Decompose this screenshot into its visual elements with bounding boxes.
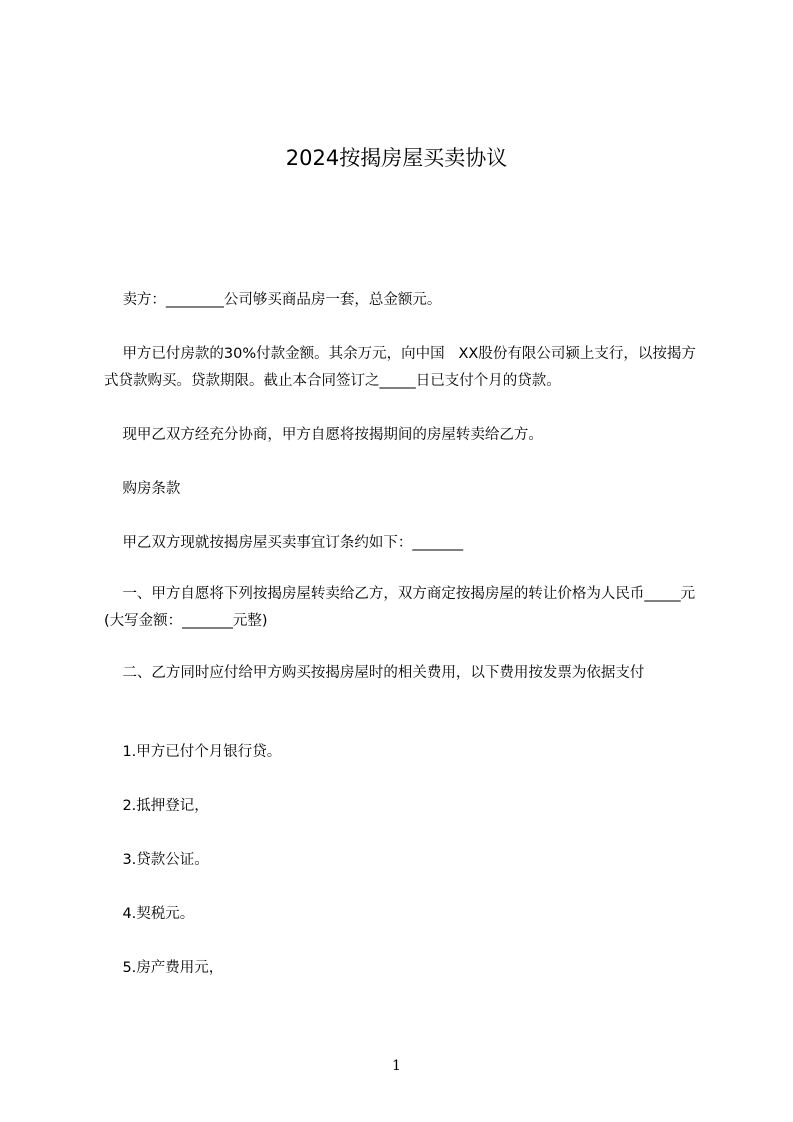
paragraph-payment: 甲方已付房款的30%付款金额。其余万元，向中国 XX股份有限公司颍上支行，以按揭方式贷款购买。贷款期限。截止本合同签订之_____日已支付个月的贷款。 (104, 346, 696, 389)
list-item-3: 3.贷款公证。 (104, 852, 209, 868)
list-item-4: 4.契税元。 (104, 906, 195, 922)
document-title: 2024按揭房屋买卖协议 (285, 146, 508, 170)
clause-two: 二、乙方同时应付给甲方购买按揭房屋时的相关费用，以下费用按发票为依据支付 (104, 665, 645, 681)
paragraph-agreement: 现甲乙双方经充分协商，甲方自愿将按揭期间的房屋转卖给乙方。 (104, 427, 543, 443)
section-heading-terms: 购房条款 (104, 481, 181, 497)
clause-one: 一、甲方自愿将下列按揭房屋转卖给乙方，双方商定按揭房屋的转让价格为人民币_____元(大写金额：_______元整) (104, 586, 696, 629)
list-item-5: 5.房产费用元， (104, 960, 224, 976)
paragraph-seller: 卖方：________公司够买商品房一套，总金额元。 (104, 292, 442, 308)
list-item-1: 1.甲方已付个月银行贷。 (104, 744, 282, 760)
paragraph-terms-intro: 甲乙双方现就按揭房屋买卖事宜订条约如下：_______ (104, 535, 464, 551)
list-item-2: 2.抵押登记， (104, 798, 209, 814)
page-number: 1 (392, 1058, 401, 1074)
